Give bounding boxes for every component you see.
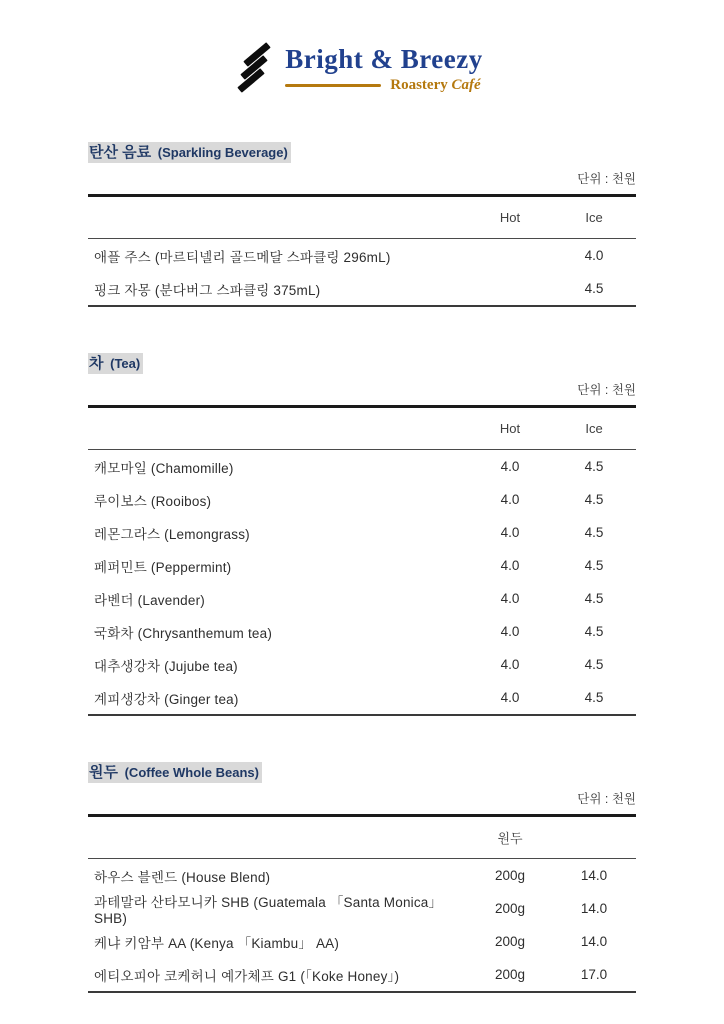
- item-col2: 4.5: [584, 558, 604, 573]
- diagonal-stripes-logo-icon: [235, 44, 273, 96]
- item-name: 대추생강차 (Jujube tea): [94, 658, 238, 674]
- section-title-highlight: [88, 762, 262, 783]
- item-col2: 14.0: [580, 868, 608, 883]
- logo-subtitle-text: Roastery: [390, 77, 448, 93]
- price-table: [88, 814, 636, 993]
- table-body: [88, 450, 636, 714]
- logo-underline: [285, 84, 381, 87]
- item-col2: 14.0: [580, 901, 608, 916]
- menu-sections: [88, 143, 636, 993]
- item-col1: 4.0: [500, 591, 520, 606]
- column-header: Hot: [499, 421, 521, 436]
- menu-section: [88, 763, 636, 993]
- table-row: [88, 582, 636, 615]
- table-row: [88, 958, 636, 991]
- table-row: [88, 681, 636, 714]
- logo-subtitle-accent: Café: [451, 77, 481, 93]
- item-col2: 14.0: [580, 934, 608, 949]
- item-col2: 4.5: [584, 657, 604, 672]
- item-name: 핑크 자몽 (분다버그 스파클링 375mL): [94, 282, 321, 298]
- item-name: 페퍼민트 (Peppermint): [94, 559, 232, 575]
- table-row: [88, 648, 636, 681]
- item-col1: 4.0: [500, 459, 520, 474]
- table-row: [88, 516, 636, 549]
- item-col1: 4.0: [500, 624, 520, 639]
- item-name: 케냐 키암부 AA (Kenya 「Kiambu」 AA): [94, 935, 340, 951]
- item-col1: 4.0: [500, 690, 520, 705]
- column-header: 원두: [497, 831, 523, 846]
- section-title-ko: 원두: [89, 764, 118, 781]
- table-body: [88, 859, 636, 991]
- section-title-highlight: [88, 142, 291, 163]
- item-name: 계피생강차 (Ginger tea): [94, 691, 239, 707]
- unit-label: 단위 : 천원: [577, 383, 636, 397]
- column-header: Ice: [585, 421, 603, 436]
- table-row: [88, 272, 636, 305]
- item-col2: 4.5: [584, 459, 604, 474]
- item-col1: 4.0: [500, 492, 520, 507]
- section-title: [88, 143, 636, 163]
- price-table: [88, 194, 636, 307]
- table-row: [88, 483, 636, 516]
- section-title-en: (Coffee Whole Beans): [120, 765, 259, 780]
- item-col1: 200g: [494, 934, 526, 949]
- section-title: [88, 354, 636, 374]
- unit-label: 단위 : 천원: [577, 172, 636, 186]
- table-header-row: [88, 197, 636, 239]
- logo-subtitle-row: [285, 77, 482, 94]
- section-title-ko: 탄산 음료: [89, 144, 152, 161]
- logo: [88, 44, 630, 102]
- table-row: [88, 859, 636, 892]
- item-name: 캐모마일 (Chamomille): [94, 460, 234, 476]
- item-name: 국화차 (Chrysanthemum tea): [94, 625, 273, 641]
- table-row: [88, 615, 636, 648]
- logo-subtitle: [390, 77, 480, 94]
- item-name: 루이보스 (Rooibos): [94, 493, 212, 509]
- table-row: [88, 239, 636, 272]
- item-col1: 200g: [494, 967, 526, 982]
- item-col2: 4.5: [584, 591, 604, 606]
- brand-name: Bright & Breezy: [285, 44, 483, 74]
- column-header: Ice: [585, 210, 603, 225]
- item-name: 하우스 블렌드 (House Blend): [94, 869, 271, 885]
- item-col2: 4.5: [584, 525, 604, 540]
- table-row: [88, 450, 636, 483]
- item-col2: 17.0: [580, 967, 608, 982]
- item-name: 과테말라 산타모니카 SHB (Guatemala 「Santa Monica」 SHB): [94, 895, 443, 926]
- section-title-ko: 차: [89, 355, 104, 372]
- item-name: 에티오피아 코케허니 예가체프 G1 (「Koke Honey」): [94, 968, 400, 984]
- item-col2: 4.0: [584, 248, 604, 263]
- item-name: 라벤더 (Lavender): [94, 592, 205, 608]
- column-header: Hot: [499, 210, 521, 225]
- table-row: [88, 549, 636, 582]
- logo-text: [285, 44, 482, 94]
- table-row: [88, 892, 636, 925]
- section-title-en: (Tea): [106, 356, 141, 371]
- table-body: [88, 239, 636, 305]
- table-header-row: [88, 817, 636, 859]
- section-title: [88, 763, 636, 783]
- item-name: 애플 주스 (마르티넬리 골드메달 스파클링 296mL): [94, 249, 391, 265]
- item-col2: 4.5: [584, 690, 604, 705]
- item-col1: 4.0: [500, 558, 520, 573]
- item-col1: 4.0: [500, 525, 520, 540]
- section-title-en: (Sparkling Beverage): [154, 145, 288, 160]
- menu-section: [88, 354, 636, 716]
- table-row: [88, 925, 636, 958]
- item-col2: 4.5: [584, 492, 604, 507]
- price-table: [88, 405, 636, 716]
- item-col1: 4.0: [500, 657, 520, 672]
- item-col1: 200g: [494, 868, 526, 883]
- unit-label: 단위 : 천원: [577, 792, 636, 806]
- menu-section: [88, 143, 636, 307]
- table-header-row: [88, 408, 636, 450]
- item-col2: 4.5: [584, 281, 604, 296]
- item-name: 레몬그라스 (Lemongrass): [94, 526, 250, 542]
- section-title-highlight: [88, 353, 143, 374]
- item-col2: 4.5: [584, 624, 604, 639]
- item-col1: 200g: [494, 901, 526, 916]
